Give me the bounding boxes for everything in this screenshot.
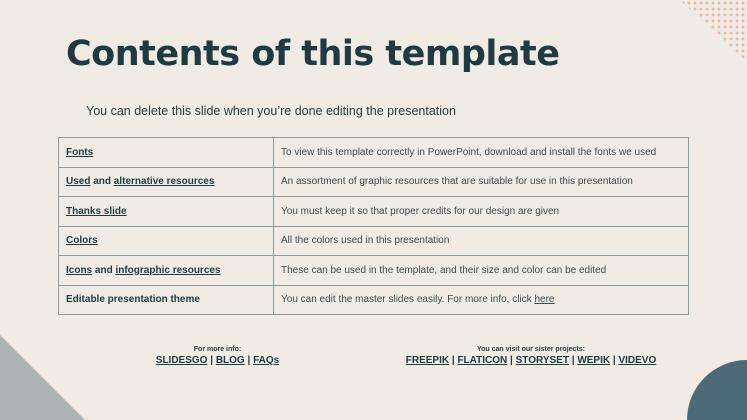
footer-more-info-links [140,355,295,366]
link-infographic-resources[interactable]: infographic resources [115,264,221,276]
contents-table [58,137,689,315]
table-row [59,167,689,197]
footer-sister-projects [385,346,677,366]
link-colors[interactable]: Colors [66,235,98,247]
text: You must keep it so that proper credits for our design are given [281,205,560,217]
footer-sister-projects-label: You can visit our sister projects: [476,346,585,353]
separator: | [610,355,619,366]
row-description [274,138,689,168]
footer-more-info [140,346,295,366]
link-alternative-resources[interactable]: alternative resources [113,176,215,188]
table-row [59,197,689,227]
row-label [59,167,274,197]
page-subtitle: You can delete this slide when you’re done editing the presentation [86,104,456,118]
text: To view this template correctly in PowerPoint, download and install the fonts we used [281,146,657,158]
footer-link-storyset[interactable]: STORYSET [515,355,569,366]
row-label [59,226,274,256]
separator: | [207,355,216,366]
decorative-triangle [0,335,85,420]
footer-link-wepik[interactable]: WEPIK [577,355,611,366]
footer-sister-projects-links [385,355,677,366]
decorative-quarter-circle [687,360,747,420]
row-description [274,197,689,227]
text: You can edit the master slides easily. For more info, click [281,294,535,306]
text: All the colors used in this presentation [281,235,450,247]
link-thanks-slide[interactable]: Thanks slide [66,205,127,217]
table-row [59,226,689,256]
table-row [59,285,689,315]
page-title: Contents of this template [66,34,560,74]
footer-link-slidesgo[interactable]: SLIDESGO [155,355,208,366]
row-label [59,285,274,315]
separator: | [507,355,516,366]
separator: | [449,355,458,366]
link-icons[interactable]: Icons [66,264,93,276]
row-description [274,285,689,315]
row-description [274,256,689,286]
decorative-dot-pattern [680,0,747,62]
row-description [274,167,689,197]
row-label [59,256,274,286]
text: An assortment of graphic resources that are suitable for use in this presentation [281,176,633,188]
footer-link-faqs[interactable]: FAQs [253,355,280,366]
text: These can be used in the template, and their size and color can be edited [281,264,607,276]
table-row [59,138,689,168]
link-used[interactable]: Used [66,176,91,188]
footer-link-flaticon[interactable]: FLATICON [457,355,508,366]
footer-link-freepik[interactable]: FREEPIK [405,355,450,366]
text: and [90,176,114,188]
row-label [59,197,274,227]
link-here[interactable]: here [534,294,555,306]
row-description [274,226,689,256]
footer-more-info-label: For more info: [193,346,242,353]
text: and [92,264,116,276]
table-row [59,256,689,286]
separator: | [568,355,578,366]
text: Editable presentation theme [66,294,200,306]
row-label [59,138,274,168]
separator: | [244,355,254,366]
link-fonts[interactable]: Fonts [66,146,94,158]
footer-link-videvo[interactable]: VIDEVO [618,355,657,366]
footer-link-blog[interactable]: BLOG [215,355,245,366]
